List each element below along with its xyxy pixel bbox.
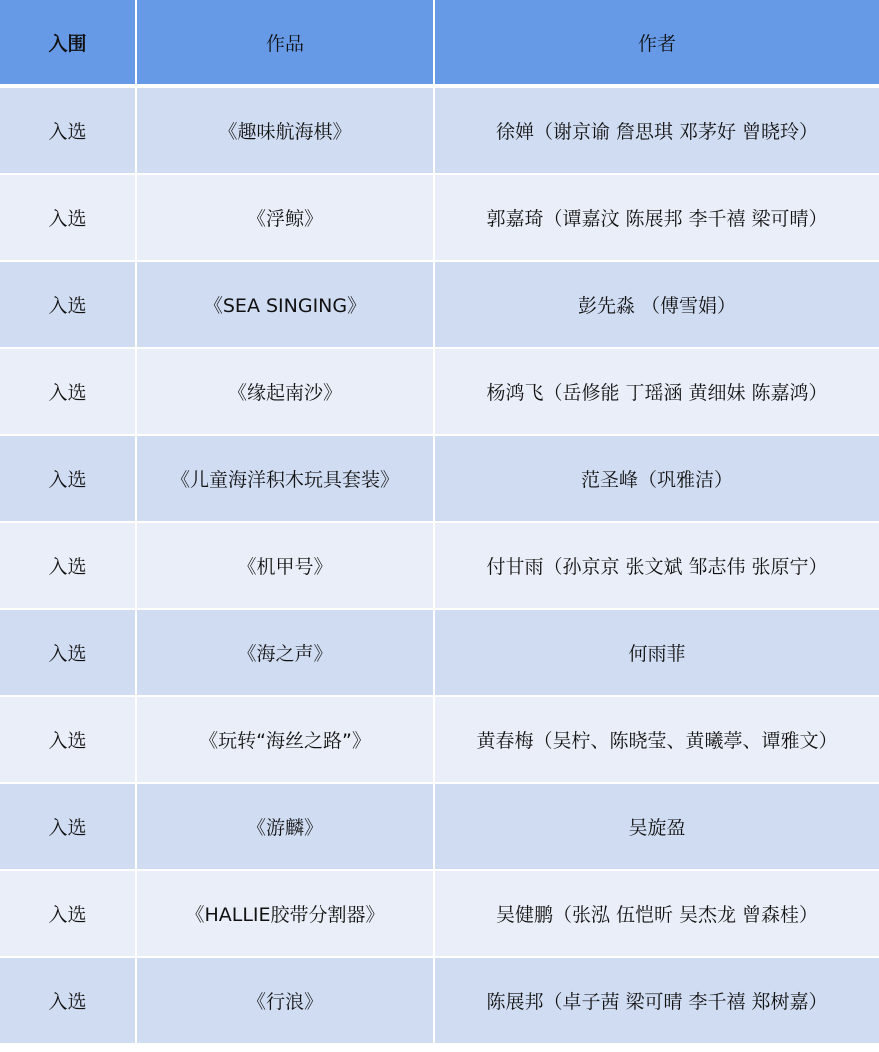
table-row bbox=[0, 784, 879, 871]
table-row bbox=[0, 610, 879, 697]
work-cell: 《玩转“海丝之路”》 bbox=[137, 697, 435, 784]
author-cell: 吴健鹏（张泓 伍恺昕 吴杰龙 曾森桂） bbox=[435, 871, 879, 958]
status-cell: 入选 bbox=[0, 697, 137, 784]
table-row bbox=[0, 175, 879, 262]
status-cell: 入选 bbox=[0, 88, 137, 175]
table-row bbox=[0, 958, 879, 1043]
table-row bbox=[0, 697, 879, 784]
header-author: 作者 bbox=[435, 0, 879, 88]
work-cell: 《缘起南沙》 bbox=[137, 349, 435, 436]
header-work: 作品 bbox=[137, 0, 435, 88]
header-status: 入围 bbox=[0, 0, 137, 88]
work-cell: 《游麟》 bbox=[137, 784, 435, 871]
table-body bbox=[0, 88, 879, 1043]
work-cell: 《海之声》 bbox=[137, 610, 435, 697]
author-cell: 郭嘉琦（谭嘉汶 陈展邦 李千禧 梁可晴） bbox=[435, 175, 879, 262]
status-cell: 入选 bbox=[0, 784, 137, 871]
status-cell: 入选 bbox=[0, 349, 137, 436]
header-row bbox=[0, 0, 879, 88]
author-cell: 杨鸿飞（岳修能 丁瑶涵 黄细妹 陈嘉鸿） bbox=[435, 349, 879, 436]
author-cell: 付甘雨（孙京京 张文斌 邹志伟 张原宁） bbox=[435, 523, 879, 610]
status-cell: 入选 bbox=[0, 871, 137, 958]
status-cell: 入选 bbox=[0, 262, 137, 349]
table-row bbox=[0, 871, 879, 958]
status-cell: 入选 bbox=[0, 610, 137, 697]
work-cell: 《浮鲸》 bbox=[137, 175, 435, 262]
work-cell: 《趣味航海棋》 bbox=[137, 88, 435, 175]
table-row bbox=[0, 436, 879, 523]
work-cell: 《机甲号》 bbox=[137, 523, 435, 610]
author-cell: 黄春梅（吴柠、陈晓莹、黄曦葶、谭雅文） bbox=[435, 697, 879, 784]
status-cell: 入选 bbox=[0, 958, 137, 1043]
work-cell: 《儿童海洋积木玩具套装》 bbox=[137, 436, 435, 523]
work-cell: 《SEA SINGING》 bbox=[137, 262, 435, 349]
work-cell: 《HALLIE胶带分割器》 bbox=[137, 871, 435, 958]
author-cell: 陈展邦（卓子茜 梁可晴 李千禧 郑树嘉） bbox=[435, 958, 879, 1043]
table-header bbox=[0, 0, 879, 88]
work-cell: 《行浪》 bbox=[137, 958, 435, 1043]
table-row bbox=[0, 262, 879, 349]
author-cell: 范圣峰（巩雅洁） bbox=[435, 436, 879, 523]
table-row bbox=[0, 349, 879, 436]
table-row bbox=[0, 523, 879, 610]
status-cell: 入选 bbox=[0, 523, 137, 610]
status-cell: 入选 bbox=[0, 436, 137, 523]
author-cell: 何雨菲 bbox=[435, 610, 879, 697]
table-row bbox=[0, 88, 879, 175]
author-cell: 吴旋盈 bbox=[435, 784, 879, 871]
status-cell: 入选 bbox=[0, 175, 137, 262]
author-cell: 彭先淼 （傅雪娟） bbox=[435, 262, 879, 349]
author-cell: 徐婵（谢京谕 詹思琪 邓茅好 曾晓玲） bbox=[435, 88, 879, 175]
